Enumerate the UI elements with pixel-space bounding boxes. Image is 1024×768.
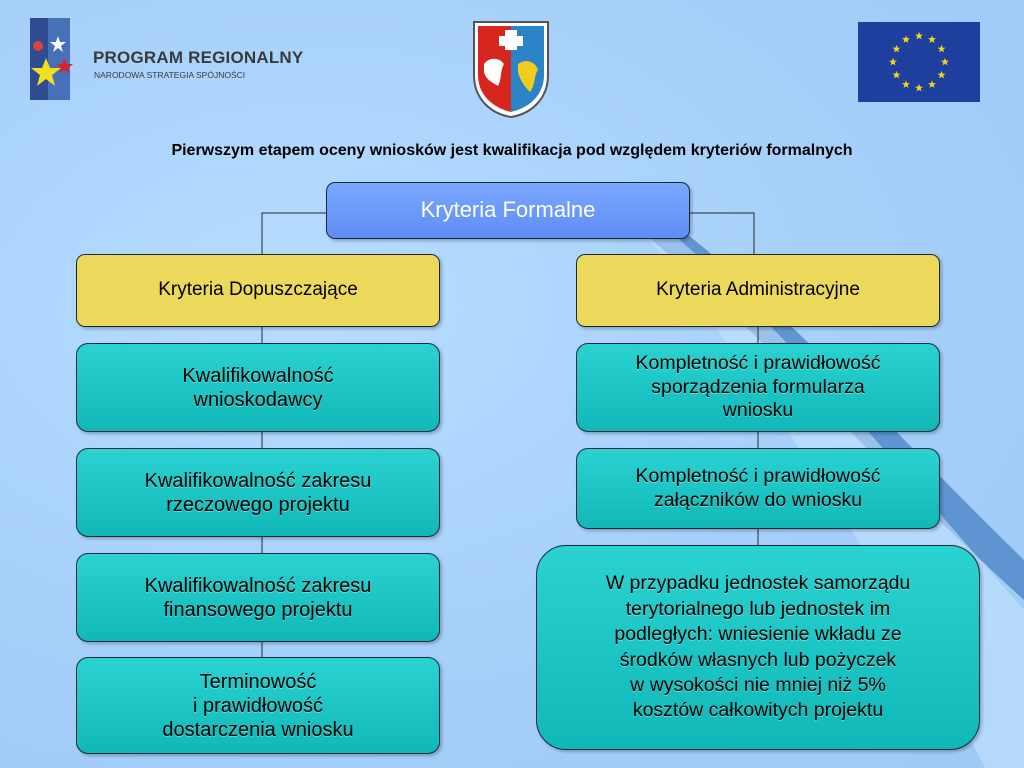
category-right-label: Kryteria Administracyjne (656, 279, 860, 301)
right-item-node (576, 343, 940, 432)
left-item-node (76, 343, 440, 432)
page-title: Pierwszym etapem oceny wniosków jest kwalifikacja pod względem kryteriów formalnych (171, 142, 853, 159)
right-item-label: Kompletność i prawidłowość sporządzenia formularza wniosku (635, 352, 881, 422)
right-item-node (576, 448, 940, 529)
left-item-node (76, 553, 440, 642)
connector-root-right (690, 213, 754, 254)
category-node-administracyjne (576, 254, 940, 327)
root-node-label: Kryteria Formalne (420, 197, 596, 222)
category-left-label: Kryteria Dopuszczające (158, 279, 358, 301)
program-subtitle: NARODOWA STRATEGIA SPÓJNOŚCI (94, 70, 246, 80)
right-item-label: W przypadku jednostek samorządu terytorialnego lub jednostek im podległych: wniesienie wkładu ze środków własnych lub pożyczek w wysokości nie mniej niż 5% kosztów całkowitych projektu (605, 572, 911, 722)
left-item-label: Terminowość i prawidłowość dostarczenia wniosku (162, 670, 354, 741)
root-node-kryteria-formalne (326, 182, 690, 239)
connector-root-left (262, 213, 326, 254)
left-item-label: Kwalifikowalność zakresu finansowego projektu (144, 574, 372, 621)
right-item-node-large (536, 545, 980, 750)
left-item-label: Kwalifikowalność zakresu rzeczowego projektu (144, 469, 372, 516)
right-item-label: Kompletność i prawidłowość załączników do wniosku (635, 465, 881, 511)
left-item-label: Kwalifikowalność wnioskodawcy (182, 364, 334, 411)
program-title: PROGRAM REGIONALNY (93, 48, 304, 67)
category-node-dopuszczajace (76, 254, 440, 327)
left-item-node (76, 657, 440, 754)
left-item-node (76, 448, 440, 537)
